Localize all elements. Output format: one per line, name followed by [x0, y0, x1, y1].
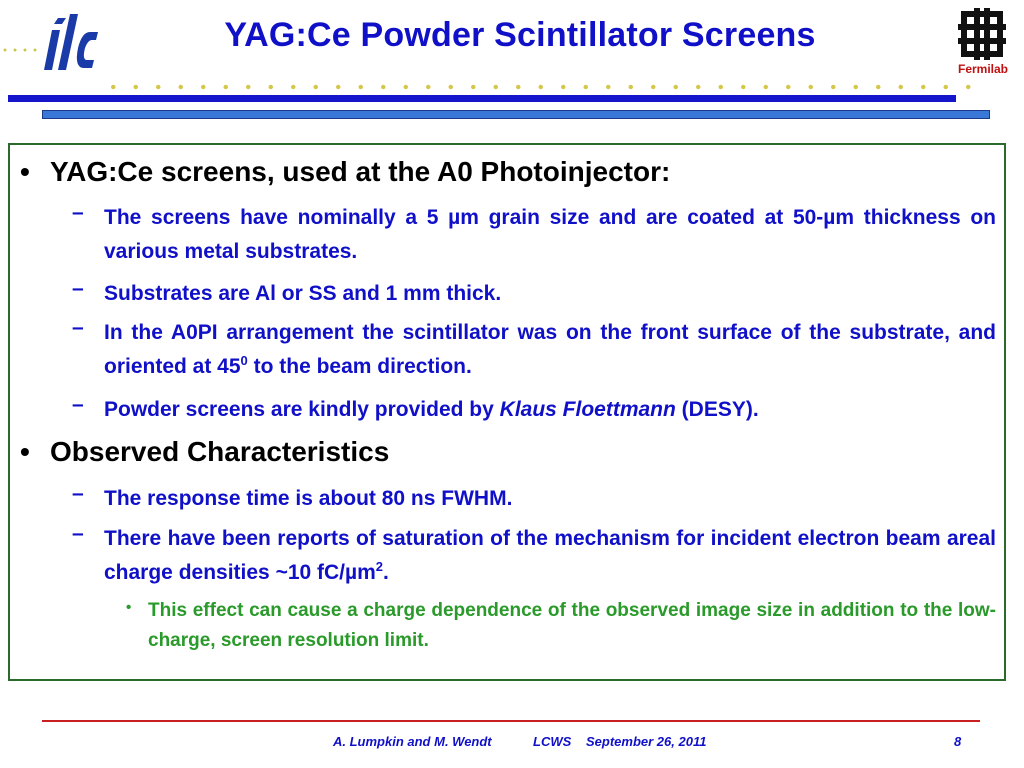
dash-marker: – [72, 482, 84, 505]
dash-marker: – [72, 316, 84, 339]
header-bar [8, 95, 956, 102]
bullet-1-sub-2: Substrates are Al or SS and 1 mm thick. [104, 282, 502, 305]
dash-marker: – [72, 522, 84, 545]
bullet-1-sub-3: In the A0PI arrangement the scintillator was on the front surface of the substrate, and oriented at $45^0$ to the beam direction. [104, 321, 996, 378]
dash-marker: – [72, 393, 84, 416]
bullet-1-sub-1: The screens have nominally a 5 µm grain size and are coated at 50-µm thickness on various metal substrates. [104, 206, 996, 263]
bullet-2-sub-1: The response time is about 80 ns FWHM. [104, 487, 513, 510]
footer-page-number: 8 [954, 734, 962, 749]
bullet-2-sub-2-note: This effect can cause a charge dependence of the observed image size in addition to the low-charge, screen resolution limit. [148, 600, 996, 651]
bullet-marker: • [20, 156, 30, 187]
decorative-dots-row [102, 82, 982, 92]
dash-marker: – [72, 201, 84, 224]
small-bullet-marker: • [126, 599, 132, 616]
decorative-dots-left [0, 46, 40, 54]
footer-authors: A. Lumpkin and M. Wendt [333, 734, 492, 749]
bullet-marker: • [20, 436, 30, 467]
footer-line [42, 720, 980, 722]
footer-event: LCWS [533, 734, 572, 749]
slide-title: YAG:Ce Powder Scintillator Screens [224, 16, 816, 54]
bullet-1-sub-4: Powder screens are kindly provided by Klaus Floettmann (DESY). [104, 398, 759, 421]
bullet-2-text: Observed Characteristics [50, 436, 390, 467]
footer-date: September 26, 2011 [586, 734, 707, 749]
fermilab-label: Fermilab [958, 62, 1009, 76]
dash-marker: – [72, 277, 84, 300]
bullet-2-sub-2: There have been reports of saturation of the mechanism for incident electron beam areal charge densities ~10 fC/µm$^2$. [104, 527, 996, 584]
fermilab-logo-icon [958, 8, 1006, 60]
ilc-logo-icon [40, 12, 100, 78]
bullet-1-text: YAG:Ce screens, used at the A0 Photoinjector: [50, 156, 671, 187]
header-bar-secondary [42, 110, 990, 119]
